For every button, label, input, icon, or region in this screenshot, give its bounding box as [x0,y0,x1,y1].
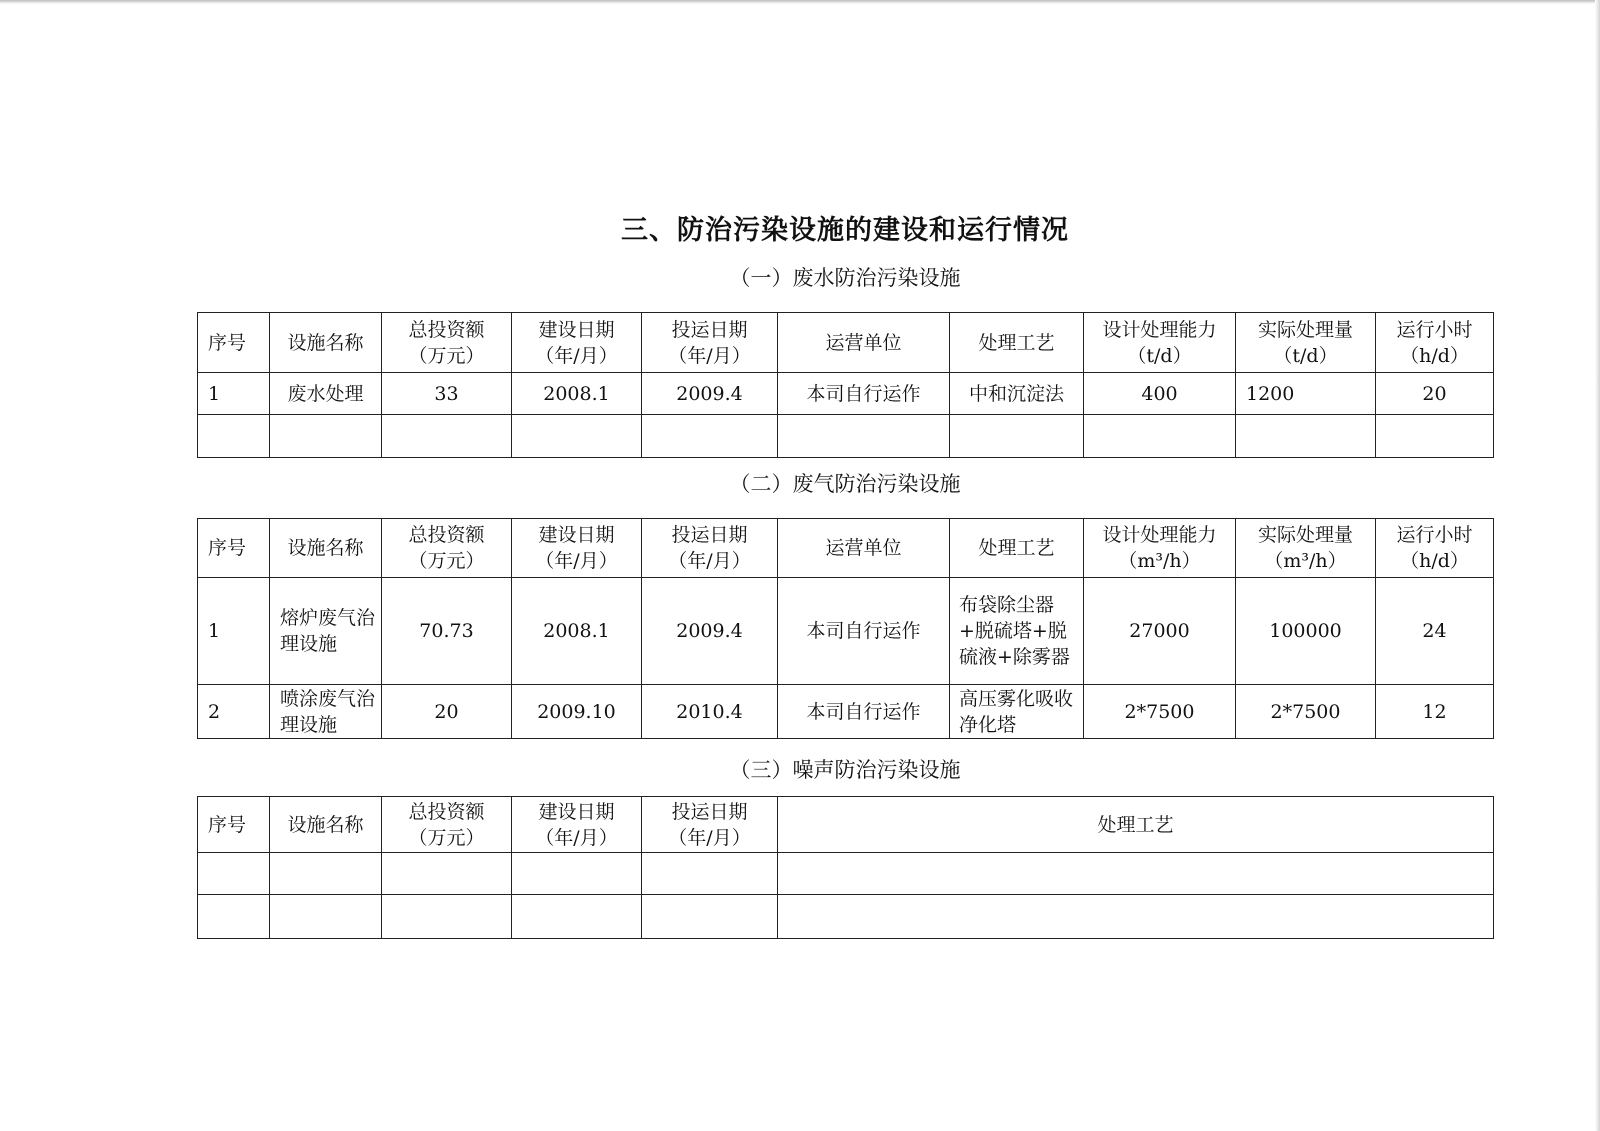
cell-design-capacity [1084,415,1236,458]
header-cell-run-hours: 运行小时 （h/d） [1376,519,1494,578]
cell-process [778,895,1494,939]
cell-operation-date: 2009.4 [642,373,778,415]
cell-operation-date [642,895,778,939]
cell-operator: 本司自行运作 [778,373,950,415]
header-cell-design-capacity: 设计处理能力 （t/d） [1084,313,1236,373]
cell-design-capacity: 27000 [1084,578,1236,685]
cell-investment [382,895,512,939]
header-cell-operator: 运营单位 [778,519,950,578]
cell-process: 高压雾化吸收净化塔 [950,685,1084,739]
cell-facility-name: 熔炉废气治理设施 [270,578,382,685]
header-cell-operation-date: 投运日期 （年/月） [642,313,778,373]
table-header-row [198,313,1494,373]
cell-process: 中和沉淀法 [950,373,1084,415]
cell-operation-date: 2010.4 [642,685,778,739]
cell-actual-volume: 100000 [1236,578,1376,685]
cell-run-hours: 12 [1376,685,1494,739]
cell-actual-volume: 2*7500 [1236,685,1376,739]
cell-index: 1 [198,578,270,685]
cell-index [198,853,270,895]
cell-facility-name: 喷涂废气治理设施 [270,685,382,739]
header-cell-design-capacity: 设计处理能力 （m³/h） [1084,519,1236,578]
header-cell-process: 处理工艺 [950,313,1084,373]
header-cell-operator: 运营单位 [778,313,950,373]
exhaust-section-title: （二）废气防治污染设施 [729,472,961,496]
cell-build-date: 2009.10 [512,685,642,739]
table-row [198,895,1494,939]
header-cell-facility-name: 设施名称 [270,519,382,578]
header-cell-process: 处理工艺 [778,797,1494,853]
table-row [198,578,1494,685]
cell-build-date: 2008.1 [512,578,642,685]
cell-operator: 本司自行运作 [778,685,950,739]
header-cell-build-date: 建设日期 （年/月） [512,519,642,578]
cell-process [778,853,1494,895]
cell-facility-name [270,895,382,939]
cell-build-date: 2008.1 [512,373,642,415]
header-cell-investment: 总投资额 （万元） [382,797,512,853]
cell-investment: 70.73 [382,578,512,685]
header-cell-index: 序号 [198,797,270,853]
header-cell-operation-date: 投运日期 （年/月） [642,797,778,853]
cell-index [198,415,270,458]
header-cell-investment: 总投资额 （万元） [382,519,512,578]
header-cell-facility-name: 设施名称 [270,313,382,373]
cell-run-hours [1376,415,1494,458]
cell-operation-date: 2009.4 [642,578,778,685]
cell-facility-name: 废水处理 [270,373,382,415]
cell-index [198,895,270,939]
header-cell-index: 序号 [198,313,270,373]
header-cell-actual-volume: 实际处理量 （t/d） [1236,313,1376,373]
table-header-row [198,797,1494,853]
noise-table [197,796,1494,939]
cell-index: 1 [198,373,270,415]
header-cell-run-hours: 运行小时 （h/d） [1376,313,1494,373]
scan-edge-top [0,0,1600,4]
cell-index: 2 [198,685,270,739]
cell-build-date [512,853,642,895]
cell-investment [382,415,512,458]
cell-process [950,415,1084,458]
wastewater-table [197,312,1494,458]
cell-run-hours: 24 [1376,578,1494,685]
scan-edge-right [1595,0,1600,1131]
header-cell-index: 序号 [198,519,270,578]
cell-facility-name [270,415,382,458]
cell-investment: 20 [382,685,512,739]
cell-facility-name [270,853,382,895]
cell-build-date [512,415,642,458]
wastewater-section-title: （一）废水防治污染设施 [729,266,961,290]
header-cell-operation-date: 投运日期 （年/月） [642,519,778,578]
cell-operation-date [642,853,778,895]
cell-actual-volume: 1200 [1236,373,1376,415]
noise-section-title: （三）噪声防治污染设施 [729,758,961,782]
table-row [198,373,1494,415]
header-cell-investment: 总投资额 （万元） [382,313,512,373]
cell-design-capacity: 400 [1084,373,1236,415]
cell-process: 布袋除尘器+脱硫塔+脱硫液+除雾器 [950,578,1084,685]
table-row [198,685,1494,739]
cell-investment [382,853,512,895]
header-cell-process: 处理工艺 [950,519,1084,578]
exhaust-table [197,518,1494,739]
header-cell-actual-volume: 实际处理量 （m³/h） [1236,519,1376,578]
header-cell-build-date: 建设日期 （年/月） [512,797,642,853]
header-cell-facility-name: 设施名称 [270,797,382,853]
cell-operator [778,415,950,458]
cell-build-date [512,895,642,939]
table-row [198,853,1494,895]
cell-operation-date [642,415,778,458]
table-header-row [198,519,1494,578]
cell-run-hours: 20 [1376,373,1494,415]
cell-investment: 33 [382,373,512,415]
table-row [198,415,1494,458]
page-title: 三、防治污染设施的建设和运行情况 [621,215,1069,246]
cell-design-capacity: 2*7500 [1084,685,1236,739]
cell-operator: 本司自行运作 [778,578,950,685]
cell-actual-volume [1236,415,1376,458]
header-cell-build-date: 建设日期 （年/月） [512,313,642,373]
